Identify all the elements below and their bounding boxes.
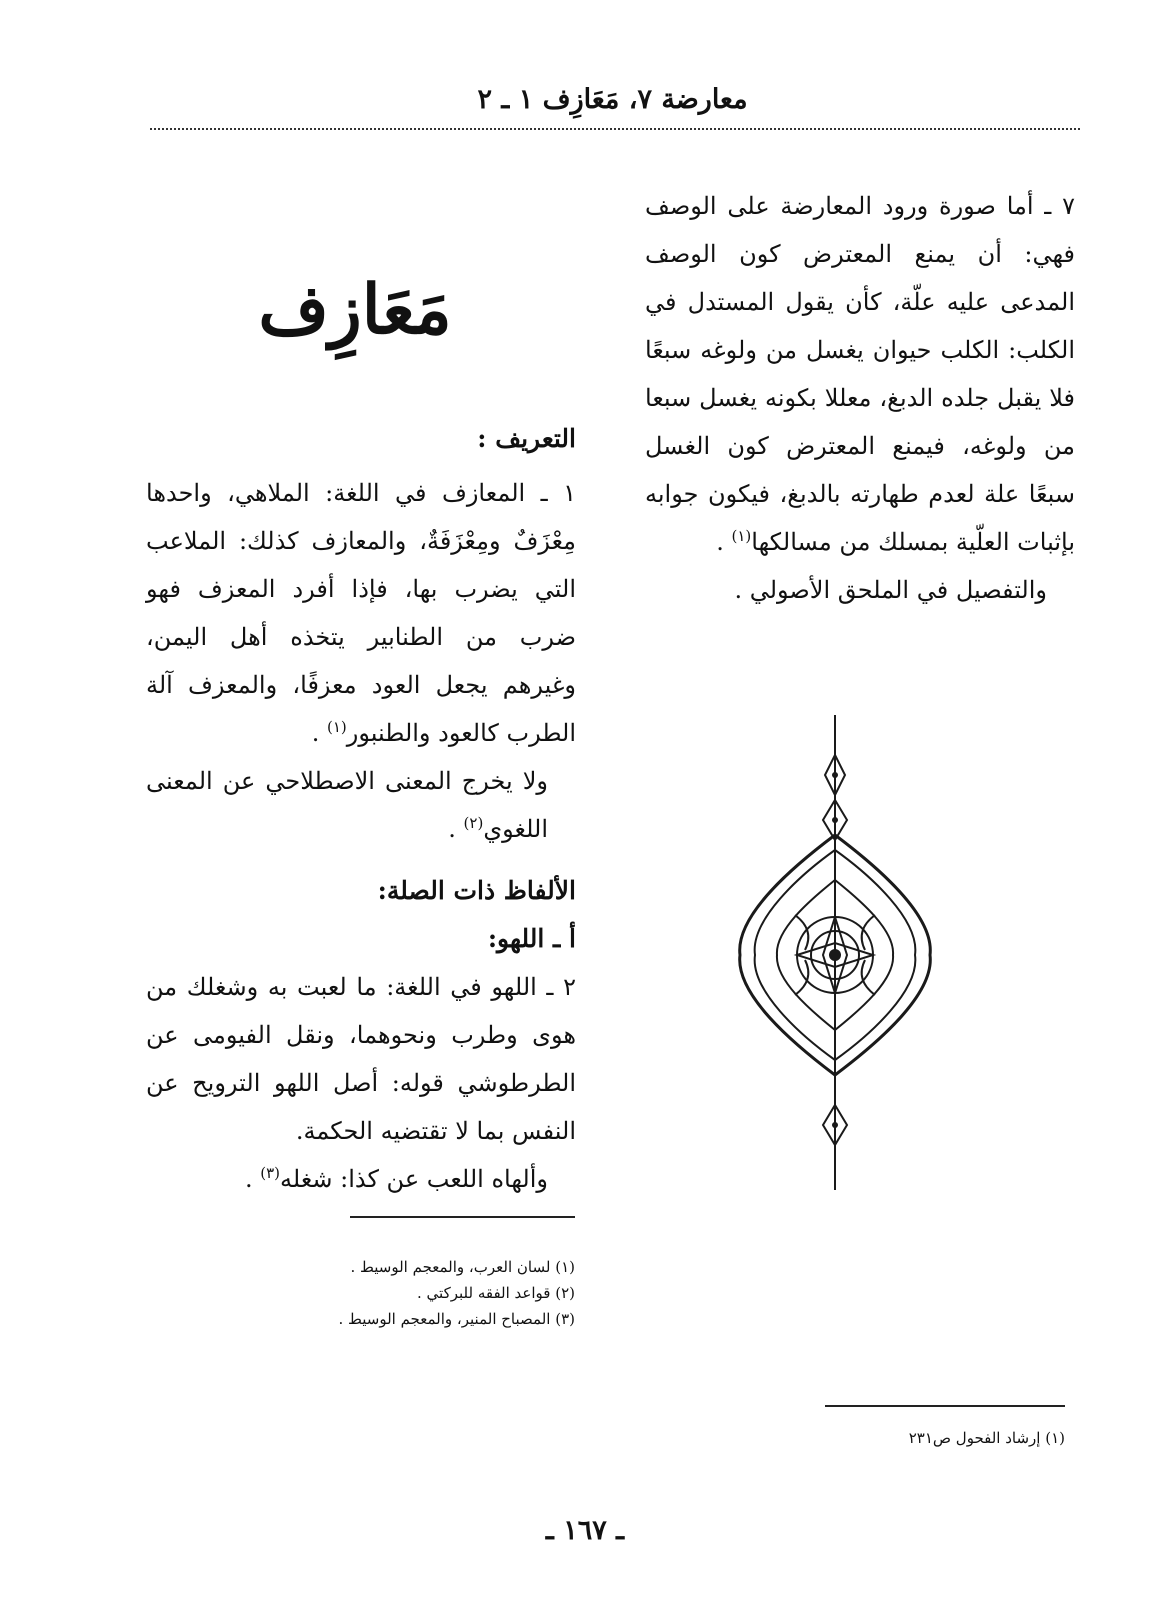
definition-heading: التعريف :: [477, 424, 576, 453]
related-terms-heading: الألفاظ ذات الصلة:: [377, 876, 576, 905]
footnote-ref: (١): [731, 527, 752, 545]
entry-title: مَعَازِف: [258, 270, 452, 350]
footnote-item: (٢) قواعد الفقه للبركتي .: [417, 1284, 575, 1302]
paragraph-end-mark: .: [716, 528, 732, 556]
page-number: ـ ١٦٧ ـ: [545, 1515, 625, 1546]
left-paragraph-1: [146, 469, 576, 757]
left-column: [146, 415, 576, 1203]
left-paragraph-2-text: ولا يخرج المعنى الاصطلاحي عن المعنى اللغوي: [146, 767, 548, 843]
spacer: [146, 853, 576, 867]
left-paragraph-1-text: ١ ـ المعازف في اللغة: الملاهي، واحدها مِعْزَفٌ ومِعْزَفَةٌ، والمعازف كذلك: الملاعب التي يضرب بها، فإذا أفرد المعزف فهو ضرب من الطنابير يتخذه أهل اليمن، وغيرهم يجعل العود معزفًا، والمعزف آلة الطرب كالعود والطنبور: [146, 479, 576, 747]
footnotes-left: [300, 1254, 575, 1332]
right-column: [645, 182, 1075, 614]
footnote-ref: (٣): [260, 1164, 281, 1182]
left-paragraph-2: [146, 757, 576, 853]
arabesque-medallion-icon: [735, 715, 935, 1190]
paragraph-end-mark: .: [448, 815, 464, 843]
footnote-separator-left: [350, 1216, 575, 1218]
footnote-ref: (٢): [463, 814, 484, 832]
footnote-separator-right: [825, 1405, 1065, 1407]
footnote-item: (٣) المصباح المنير، والمعجم الوسيط .: [338, 1310, 575, 1328]
paragraph-end-mark: .: [311, 719, 327, 747]
paragraph-end-mark: .: [244, 1165, 261, 1193]
header-dotted-rule: [150, 128, 1080, 130]
right-paragraph-1: [645, 182, 1075, 566]
footnote-ref: (١): [327, 718, 347, 736]
footnote-item: (١) لسان العرب، والمعجم الوسيط .: [350, 1258, 575, 1276]
running-header: معارضة ٧، مَعَازِف ١ ـ ٢: [477, 84, 748, 115]
footnote-item: (١) إرشاد الفحول ص٢٣١: [908, 1429, 1065, 1447]
left-paragraph-4: [146, 1155, 576, 1203]
lahw-heading: أ ـ اللهو:: [487, 924, 576, 953]
left-paragraph-4-text: وألهاه اللعب عن كذا: شغله: [280, 1165, 548, 1193]
left-paragraph-3: ٢ ـ اللهو في اللغة: ما لعبت به وشغلك من هوى وطرب ونحوهما، ونقل الفيومى عن الطرطوشي قوله: أصل اللهو الترويح عن النفس بما لا تقتضيه الحكمة.: [146, 973, 576, 1145]
right-paragraph-2: والتفصيل في الملحق الأصولي .: [734, 576, 1047, 604]
right-paragraph-1-text: ٧ ـ أما صورة ورود المعارضة على الوصف فهي: أن يمنع المعترض كون الوصف المدعى عليه علّة، كأن يقول المستدل في الكلب: الكلب حيوان يغسل من ولوغه سبعًا فلا يقبل جلده الدبغ، معللا بكونه يغسل سبعا من ولوغه، فيمنع المعترض كون الغسل سبعًا علة لعدم طهارته بالدبغ، فيكون جوابه بإثبات العلّية بمسلك من مسالكها: [645, 192, 1075, 556]
footnotes-right: [820, 1425, 1065, 1451]
